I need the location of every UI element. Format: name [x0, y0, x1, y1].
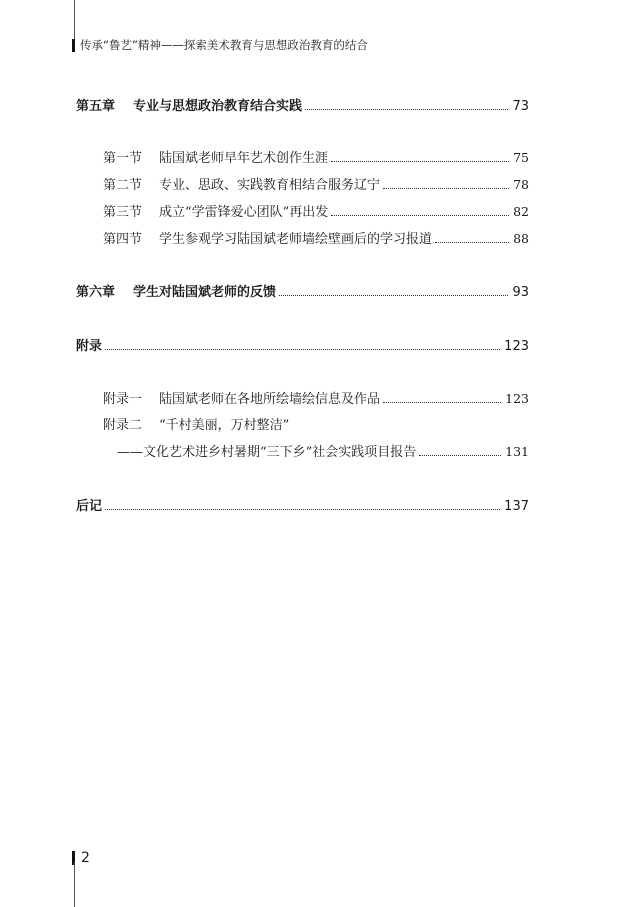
bottom-margin-rule — [74, 862, 75, 907]
toc-entry-label — [103, 201, 328, 220]
dot-leader — [105, 349, 500, 350]
toc-entry-label — [103, 228, 432, 247]
section-title: 陆国斌老师早年艺术创作生涯 — [159, 151, 329, 166]
toc-entry-label — [103, 174, 380, 193]
page-number: 137 — [504, 499, 529, 514]
appendix-entry-title: “千村美丽，万村整洁” — [159, 418, 290, 433]
dot-leader — [419, 455, 501, 456]
dot-leader — [279, 295, 508, 296]
toc-appendix-2[interactable] — [103, 414, 289, 433]
toc-section-5-3[interactable] — [103, 201, 529, 220]
appendix-number: 附录二 — [103, 418, 143, 433]
toc-entry-label — [103, 388, 380, 407]
dot-leader — [331, 215, 509, 216]
toc-entry-label — [76, 281, 276, 300]
dot-leader — [105, 509, 500, 510]
toc-appendix-1[interactable] — [103, 388, 529, 407]
section-title: 专业、思政、实践教育相结合服务辽宁 — [159, 178, 381, 193]
section-title: 学生参观学习陆国斌老师墙绘壁画后的学习报道 — [159, 232, 433, 247]
section-number: 第一节 — [103, 151, 143, 166]
toc-appendix-2-subtitle[interactable] — [117, 441, 529, 460]
page-number: 73 — [512, 99, 529, 114]
section-number: 第四节 — [103, 232, 143, 247]
chapter-title: 学生对陆国斌老师的反馈 — [133, 285, 277, 300]
toc-afterword[interactable] — [76, 495, 529, 514]
toc-section-5-4[interactable] — [103, 228, 529, 247]
chapter-number: 第五章 — [76, 99, 116, 114]
appendix-entry-title: 陆国斌老师在各地所绘墙绘信息及作品 — [159, 392, 381, 407]
dot-leader — [435, 242, 509, 243]
section-title: 成立“学雷锋爱心团队”再出发 — [159, 205, 329, 220]
dot-leader — [305, 109, 508, 110]
page-number: 123 — [504, 339, 529, 354]
page-number: 75 — [513, 150, 529, 165]
toc-section-5-2[interactable] — [103, 174, 529, 193]
appendix-subtitle: ——文化艺术进乡村暑期“三下乡”社会实践项目报告 — [117, 445, 417, 460]
page-number: 131 — [505, 444, 529, 459]
chapter-number: 第六章 — [76, 285, 116, 300]
section-number: 第二节 — [103, 178, 143, 193]
dot-leader — [383, 188, 509, 189]
chapter-title: 专业与思想政治教育结合实践 — [133, 99, 303, 114]
running-head-marker — [72, 39, 75, 52]
appendix-title: 附录 — [76, 339, 103, 354]
running-head-text: 传承“鲁艺”精神——探索美术教育与思想政治教育的结合 — [80, 38, 368, 52]
running-head — [72, 37, 368, 53]
toc-appendix[interactable] — [76, 335, 529, 354]
page-number: 82 — [513, 204, 529, 219]
afterword-title: 后记 — [76, 499, 103, 514]
toc-chapter-5[interactable] — [76, 95, 529, 114]
dot-leader — [331, 161, 509, 162]
folio-page-number: 2 — [81, 850, 90, 866]
toc-chapter-6[interactable] — [76, 281, 529, 300]
toc-section-5-1[interactable] — [103, 147, 529, 166]
toc-entry-label — [103, 147, 328, 166]
page-number: 123 — [505, 391, 529, 406]
appendix-number: 附录一 — [103, 392, 143, 407]
page-number: 93 — [512, 285, 529, 300]
page-number: 78 — [513, 177, 529, 192]
page-number: 88 — [513, 231, 529, 246]
toc-entry-label — [76, 95, 302, 114]
dot-leader — [383, 402, 501, 403]
section-number: 第三节 — [103, 205, 143, 220]
